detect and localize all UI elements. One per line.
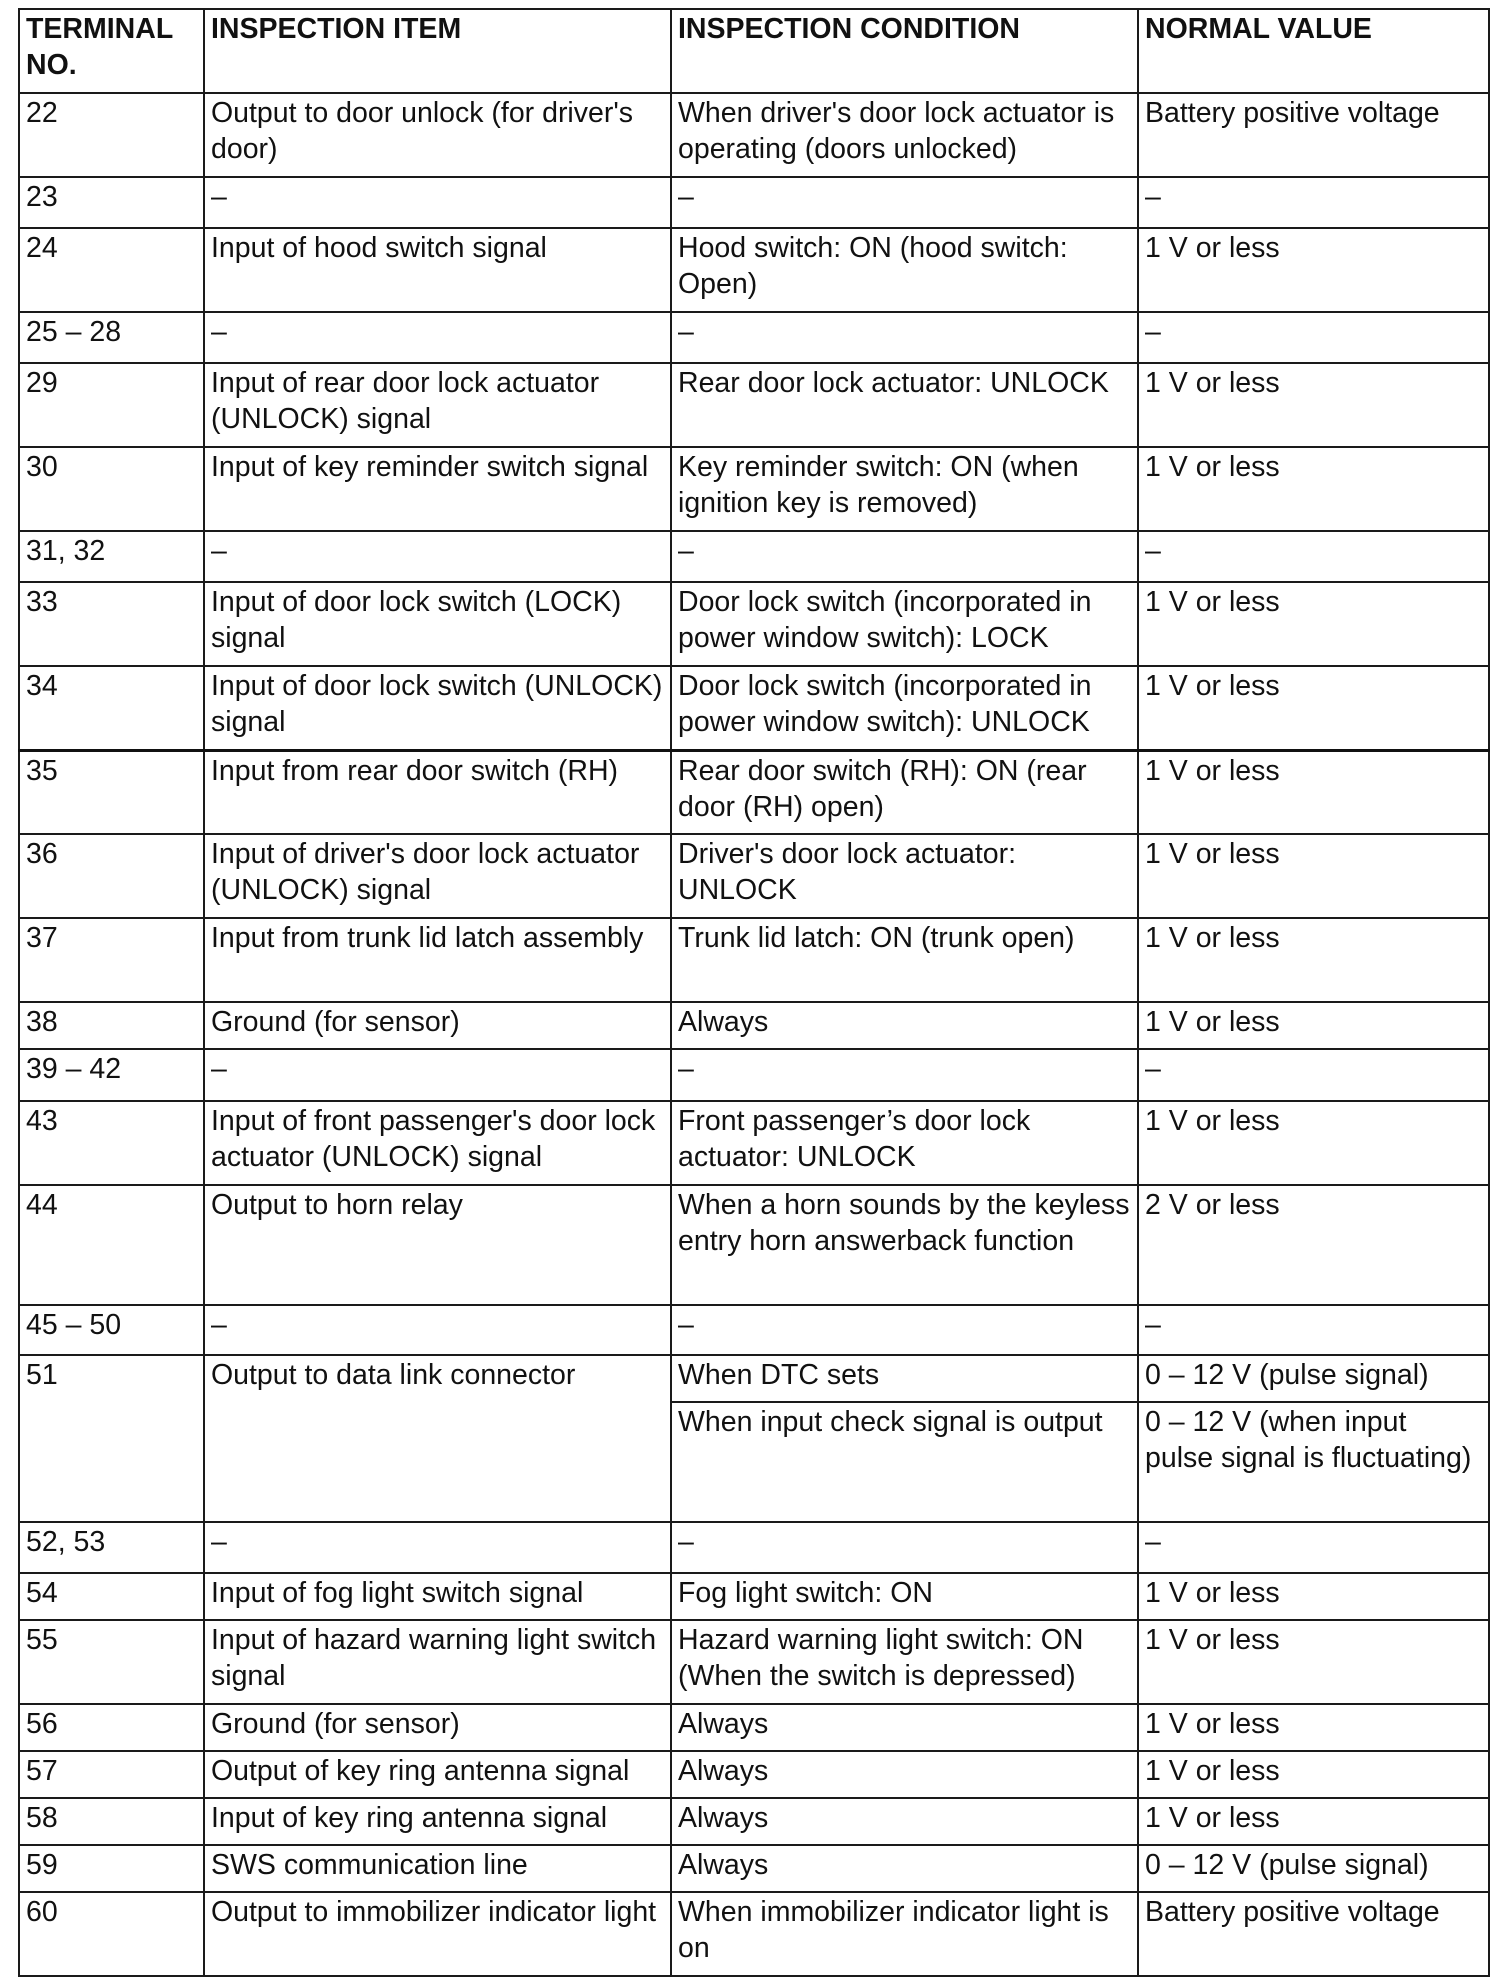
table-row <box>19 834 1489 918</box>
item-cell: Output to horn relay <box>204 1185 671 1305</box>
item-cell: Input of fog light switch signal <box>204 1573 671 1620</box>
table-row <box>19 93 1489 177</box>
item-cell: Output to immobilizer indicator light <box>204 1892 671 1976</box>
condition-cell: When driver's door lock actuator is operating (doors unlocked) <box>671 93 1138 177</box>
header-normal-value: NORMAL VALUE <box>1138 9 1489 93</box>
condition-cell: Always <box>671 1751 1138 1798</box>
condition-cell: When a horn sounds by the keyless entry horn answerback function <box>671 1185 1138 1305</box>
item-cell: Ground (for sensor) <box>204 1704 671 1751</box>
condition-cell: Fog light switch: ON <box>671 1573 1138 1620</box>
table-row <box>19 1573 1489 1620</box>
item-cell: Output to data link connector <box>204 1355 671 1522</box>
item-cell: Input of door lock switch (LOCK) signal <box>204 582 671 666</box>
table-row <box>19 1049 1489 1101</box>
terminal-inspection-table <box>18 8 1490 1977</box>
value-cell: – <box>1138 1305 1489 1355</box>
item-cell: Input of key ring antenna signal <box>204 1798 671 1845</box>
terminal-cell: 34 <box>19 666 204 750</box>
condition-cell: – <box>671 1305 1138 1355</box>
condition-cell: When immobilizer indicator light is on <box>671 1892 1138 1976</box>
condition-cell: When DTC sets <box>671 1355 1138 1402</box>
terminal-cell: 37 <box>19 918 204 1002</box>
table-row <box>19 1305 1489 1355</box>
item-cell: Output of key ring antenna signal <box>204 1751 671 1798</box>
condition-cell: Rear door lock actuator: UNLOCK <box>671 363 1138 447</box>
item-cell: SWS communication line <box>204 1845 671 1892</box>
item-cell: – <box>204 531 671 582</box>
terminal-cell: 55 <box>19 1620 204 1704</box>
value-cell: 1 V or less <box>1138 1101 1489 1185</box>
item-cell: Input of hazard warning light switch signal <box>204 1620 671 1704</box>
condition-cell: Key reminder switch: ON (when ignition key is removed) <box>671 447 1138 531</box>
item-cell: Ground (for sensor) <box>204 1002 671 1049</box>
terminal-cell: 31, 32 <box>19 531 204 582</box>
item-cell: Input of front passenger's door lock actuator (UNLOCK) signal <box>204 1101 671 1185</box>
terminal-cell: 39 – 42 <box>19 1049 204 1101</box>
item-cell: Input of door lock switch (UNLOCK) signal <box>204 666 671 750</box>
terminal-cell: 45 – 50 <box>19 1305 204 1355</box>
terminal-cell: 52, 53 <box>19 1522 204 1573</box>
terminal-cell: 57 <box>19 1751 204 1798</box>
condition-cell: – <box>671 531 1138 582</box>
value-cell: – <box>1138 1049 1489 1101</box>
value-cell: 1 V or less <box>1138 363 1489 447</box>
header-inspection-item: INSPECTION ITEM <box>204 9 671 93</box>
terminal-cell: 36 <box>19 834 204 918</box>
header-terminal-no: TERMINAL NO. <box>19 9 204 93</box>
terminal-cell: 23 <box>19 177 204 228</box>
condition-cell: Always <box>671 1845 1138 1892</box>
table-row <box>19 1751 1489 1798</box>
value-cell: 1 V or less <box>1138 750 1489 834</box>
condition-cell: Always <box>671 1798 1138 1845</box>
value-cell: 1 V or less <box>1138 1573 1489 1620</box>
condition-cell: Hazard warning light switch: ON (When the switch is depressed) <box>671 1620 1138 1704</box>
condition-cell: Rear door switch (RH): ON (rear door (RH) open) <box>671 750 1138 834</box>
condition-cell: Trunk lid latch: ON (trunk open) <box>671 918 1138 1002</box>
table-row <box>19 228 1489 312</box>
table-row <box>19 1355 1489 1402</box>
terminal-cell: 38 <box>19 1002 204 1049</box>
table-row <box>19 363 1489 447</box>
item-cell: – <box>204 1049 671 1101</box>
value-cell: 1 V or less <box>1138 666 1489 750</box>
terminal-cell: 56 <box>19 1704 204 1751</box>
terminal-cell: 58 <box>19 1798 204 1845</box>
value-cell: 1 V or less <box>1138 1002 1489 1049</box>
terminal-cell: 51 <box>19 1355 204 1522</box>
value-cell: Battery positive voltage <box>1138 93 1489 177</box>
condition-cell: Door lock switch (incorporated in power window switch): UNLOCK <box>671 666 1138 750</box>
terminal-cell: 43 <box>19 1101 204 1185</box>
terminal-cell: 30 <box>19 447 204 531</box>
value-cell: Battery positive voltage <box>1138 1892 1489 1976</box>
value-cell: – <box>1138 531 1489 582</box>
table-row <box>19 1892 1489 1976</box>
terminal-cell: 33 <box>19 582 204 666</box>
terminal-cell: 54 <box>19 1573 204 1620</box>
value-cell: 0 – 12 V (pulse signal) <box>1138 1355 1489 1402</box>
condition-cell: Front passenger’s door lock actuator: UNLOCK <box>671 1101 1138 1185</box>
terminal-cell: 29 <box>19 363 204 447</box>
value-cell: – <box>1138 177 1489 228</box>
condition-cell: Hood switch: ON (hood switch: Open) <box>671 228 1138 312</box>
terminal-cell: 35 <box>19 750 204 834</box>
table-row <box>19 177 1489 228</box>
value-cell: 1 V or less <box>1138 1704 1489 1751</box>
item-cell: Input of rear door lock actuator (UNLOCK) signal <box>204 363 671 447</box>
table-row <box>19 1845 1489 1892</box>
condition-cell: When input check signal is output <box>671 1402 1138 1522</box>
terminal-cell: 59 <box>19 1845 204 1892</box>
table-row <box>19 750 1489 834</box>
item-cell: Input of key reminder switch signal <box>204 447 671 531</box>
table-row <box>19 531 1489 582</box>
value-cell: 1 V or less <box>1138 582 1489 666</box>
condition-cell: Door lock switch (incorporated in power window switch): LOCK <box>671 582 1138 666</box>
condition-cell: – <box>671 1522 1138 1573</box>
terminal-cell: 25 – 28 <box>19 312 204 363</box>
header-row <box>19 9 1489 93</box>
item-cell: – <box>204 312 671 363</box>
table-row <box>19 1185 1489 1305</box>
terminal-cell: 60 <box>19 1892 204 1976</box>
item-cell: Input from rear door switch (RH) <box>204 750 671 834</box>
item-cell: Output to door unlock (for driver's door) <box>204 93 671 177</box>
value-cell: 2 V or less <box>1138 1185 1489 1305</box>
condition-cell: Always <box>671 1704 1138 1751</box>
terminal-cell: 44 <box>19 1185 204 1305</box>
condition-cell: – <box>671 177 1138 228</box>
value-cell: 1 V or less <box>1138 1751 1489 1798</box>
condition-cell: – <box>671 1049 1138 1101</box>
value-cell: 1 V or less <box>1138 228 1489 312</box>
table-row <box>19 582 1489 666</box>
condition-cell: Driver's door lock actuator: UNLOCK <box>671 834 1138 918</box>
table-row <box>19 1002 1489 1049</box>
table-row <box>19 918 1489 1002</box>
value-cell: 1 V or less <box>1138 834 1489 918</box>
value-cell: 1 V or less <box>1138 1798 1489 1845</box>
table-row <box>19 666 1489 750</box>
table-row <box>19 447 1489 531</box>
value-cell: 1 V or less <box>1138 1620 1489 1704</box>
terminal-cell: 24 <box>19 228 204 312</box>
item-cell: – <box>204 1522 671 1573</box>
condition-cell: – <box>671 312 1138 363</box>
terminal-cell: 22 <box>19 93 204 177</box>
value-cell: 1 V or less <box>1138 447 1489 531</box>
table-row <box>19 1704 1489 1751</box>
value-cell: 0 – 12 V (pulse signal) <box>1138 1845 1489 1892</box>
table-row <box>19 1101 1489 1185</box>
condition-cell: Always <box>671 1002 1138 1049</box>
table-row <box>19 1522 1489 1573</box>
table-row <box>19 1620 1489 1704</box>
header-inspection-condition: INSPECTION CONDITION <box>671 9 1138 93</box>
item-cell: Input of driver's door lock actuator (UNLOCK) signal <box>204 834 671 918</box>
item-cell: Input from trunk lid latch assembly <box>204 918 671 1002</box>
value-cell: – <box>1138 1522 1489 1573</box>
item-cell: Input of hood switch signal <box>204 228 671 312</box>
item-cell: – <box>204 1305 671 1355</box>
value-cell: – <box>1138 312 1489 363</box>
item-cell: – <box>204 177 671 228</box>
value-cell: 1 V or less <box>1138 918 1489 1002</box>
value-cell: 0 – 12 V (when input pulse signal is fluctuating) <box>1138 1402 1489 1522</box>
table-row <box>19 1798 1489 1845</box>
table-row <box>19 312 1489 363</box>
